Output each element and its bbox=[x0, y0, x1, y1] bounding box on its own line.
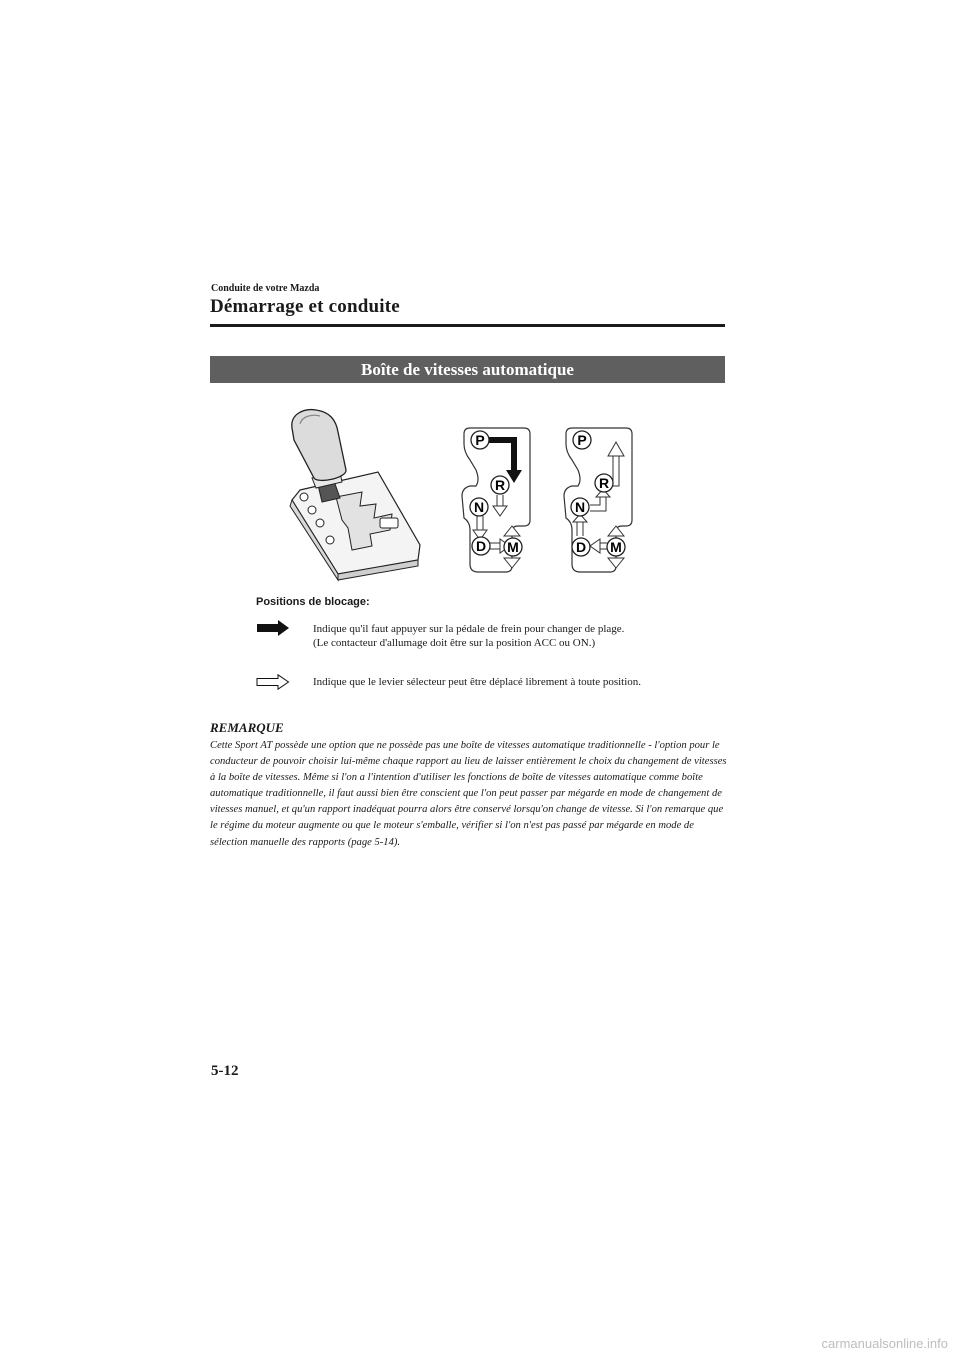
gate-pattern-left bbox=[462, 428, 530, 572]
legend-outline-arrow-text bbox=[313, 675, 641, 689]
section-banner: Boîte de vitesses automatique bbox=[210, 356, 725, 383]
legend-label: Positions de blocage: bbox=[256, 596, 370, 608]
page-number: 5-12 bbox=[211, 1063, 239, 1079]
gate-right-label-p: P bbox=[577, 432, 587, 448]
gate-right-label-n: N bbox=[574, 499, 586, 515]
shift-pattern-figure bbox=[250, 400, 700, 600]
gate-left-label-p: P bbox=[475, 432, 485, 448]
legend-solid-line1: Indique qu'il faut appuyer sur la pédale de frein pour changer de plage. bbox=[313, 623, 625, 635]
gate-pattern-right bbox=[564, 428, 632, 572]
shift-lever-illustration bbox=[290, 410, 420, 580]
gate-right-label-r: R bbox=[598, 475, 610, 491]
section-kicker: Conduite de votre Mazda bbox=[211, 283, 320, 294]
legend-outline-line1: Indique que le levier sélecteur peut être déplacé librement à toute position. bbox=[313, 676, 642, 688]
note-body: Cette Sport AT possède une option que ne possède pas une boîte de vitesses automatique traditionnelle - l'option pour le conducteur de pouvoir choisir lui-même chaque rapport au lieu de laisser entièrement le choix du changement de vitesses à la boîte de vitesses. Même si l'on a l'intention d'utiliser les fonctions de boîte de vitesses automatique comme boîte automatique traditionnelle, il faut aussi bien être conscient que l'on peut passer par mégarde en mode de changement de vitesses manuel, et qu'un rapport inadéquat pourra alors être conservé lorsqu'on change de vitesse. Si l'on remarque que le régime du moteur augmente ou que le moteur s'emballe, vérifier si l'on n'est pas passé par mégarde en mode de sélection manuelle des rapports (page 5-14). bbox=[210, 740, 727, 848]
legend-solid-arrow-text bbox=[313, 622, 624, 650]
gate-left-label-m: M bbox=[507, 539, 519, 555]
gate-right-label-m: M bbox=[610, 539, 622, 555]
note-title: REMARQUE bbox=[210, 720, 284, 735]
solid-arrow-icon bbox=[256, 620, 290, 636]
gate-left-label-r: R bbox=[494, 477, 506, 493]
page-title: Démarrage et conduite bbox=[210, 296, 400, 317]
gate-right-label-d: D bbox=[575, 539, 587, 555]
outline-arrow-icon bbox=[256, 674, 290, 690]
title-rule bbox=[210, 324, 725, 327]
legend-solid-line2: (Le contacteur d'allumage doit être sur la position ACC ou ON.) bbox=[313, 637, 596, 649]
gate-left-label-n: N bbox=[473, 499, 485, 515]
watermark: carmanualsonline.info bbox=[821, 1336, 948, 1351]
gate-left-label-d: D bbox=[475, 538, 487, 554]
